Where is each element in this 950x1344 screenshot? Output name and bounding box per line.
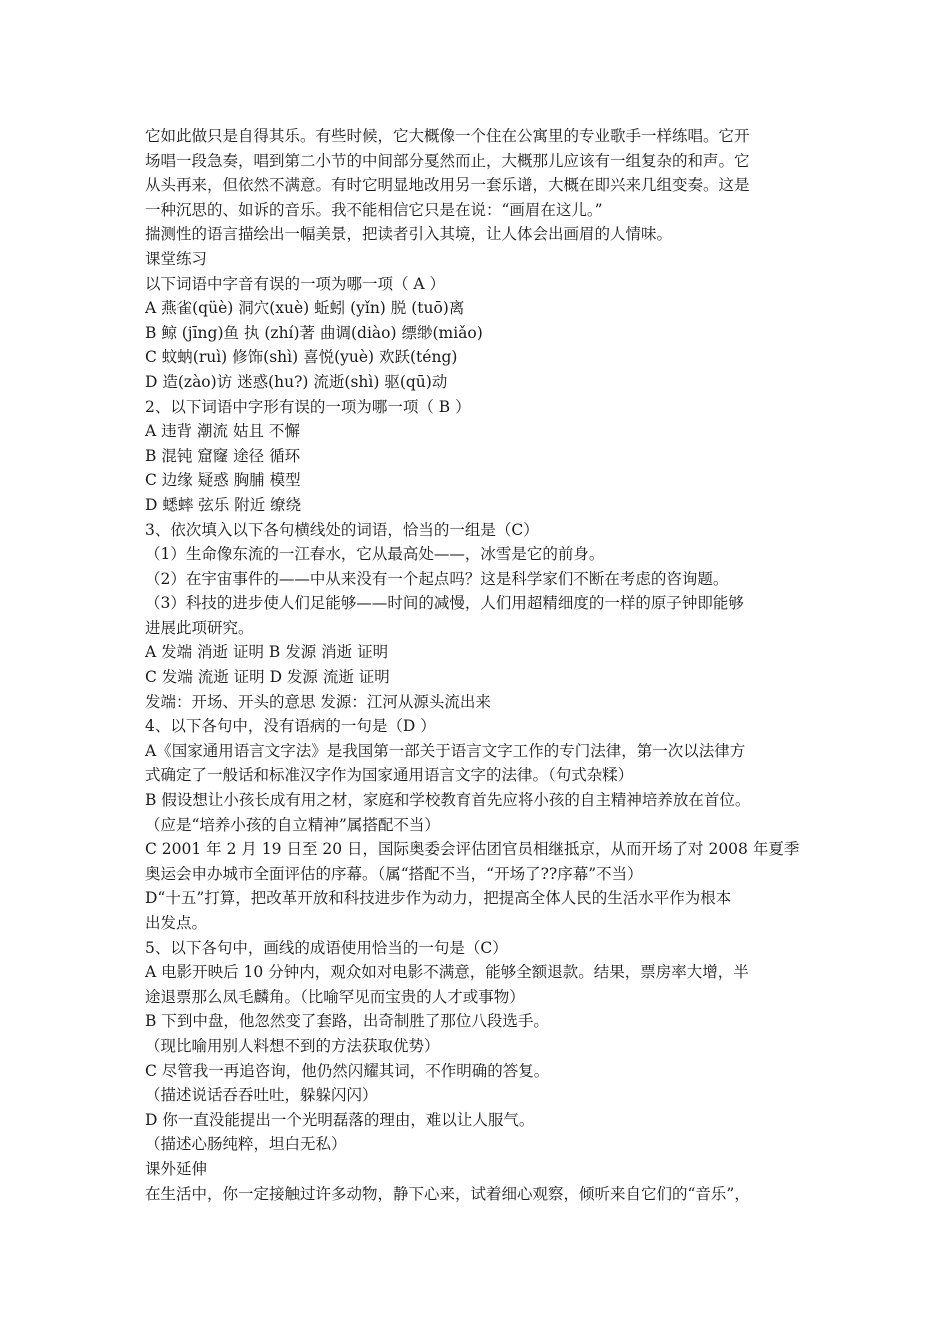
text-line: D“十五”打算，把改革开放和科技进步作为动力，把提高全体人民的生活水平作为根本 xyxy=(145,889,732,908)
text-line: 从头再来，但依然不满意。有时它明显地改用另一套乐谱，大概在即兴来几组变奏。这是 xyxy=(145,176,750,195)
text-line: （应是“培养小孩的自立精神”属搭配不当） xyxy=(145,815,440,834)
text-line: 进展此项研究。 xyxy=(145,618,254,637)
text-line: B 下到中盘，他忽然变了套路，出奇制胜了那位八段选手。 xyxy=(145,1012,549,1031)
text-line: （现比喻用别人料想不到的方法获取优势） xyxy=(145,1036,440,1055)
text-line: C 尽管我一再追咨询，他仍然闪耀其词，不作明确的答复。 xyxy=(145,1061,550,1080)
text-line: 3、依次填入以下各句横线处的词语，恰当的一组是（C） xyxy=(145,520,539,539)
text-line: 2、以下词语中字形有误的一项为哪一项（ B ） xyxy=(145,397,471,416)
text-line: （1）生命像东流的一江春水，它从最高处——，冰雪是它的前身。 xyxy=(145,545,605,564)
text-line: A 发端 消逝 证明 B 发源 消逝 证明 xyxy=(145,643,389,662)
text-line: （3）科技的进步使人们足能够——时间的减慢，人们用超精细度的一样的原子钟即能够 xyxy=(145,594,744,613)
text-line: A 燕雀(qüè) 洞穴(xuè) 蚯蚓 (yǐn) 脱 (tuō)离 xyxy=(145,299,465,318)
text-line: 它如此做只是自得其乐。有些时候，它大概像一个住在公寓里的专业歌手一样练唱。它开 xyxy=(145,127,750,145)
text-line: A《国家通用语言文字法》是我国第一部关于语言文字工作的专门法律，第一次以法律方 xyxy=(145,741,746,760)
text-line: （描述说话吞吞吐吐，躲躲闪闪） xyxy=(145,1086,378,1105)
text-line: （描述心肠纯粹，坦白无私） xyxy=(145,1135,347,1154)
text-line: A 违背 潮流 姑且 不懈 xyxy=(145,422,300,441)
text-line: 奥运会申办城市全面评估的序幕。（属“搭配不当，“开场了??序幕”不当） xyxy=(145,864,643,883)
text-line: （2）在宇宙事件的——中从来没有一个起点吗？这是科学家们不断在考虑的咨询题。 xyxy=(145,569,729,588)
text-line: 以下词语中字音有误的一项为哪一项（ A ） xyxy=(145,274,446,293)
text-line: 课外延伸 xyxy=(145,1159,208,1178)
text-line: 4、以下各句中，没有语病的一句是（D ） xyxy=(145,717,436,736)
text-line: 式确定了一般话和标准汉字作为国家通用语言文字的法律。（句式杂糅） xyxy=(145,766,634,785)
text-line: C 边缘 疑惑 胸脯 模型 xyxy=(145,471,301,490)
text-line: D 你一直没能提出一个光明磊落的理由，难以让人服气。 xyxy=(145,1110,535,1129)
text-line: 揣测性的语言描绘出一幅美景，把读者引入其境，让人体会出画眉的人情味。 xyxy=(145,225,673,244)
text-line: A 电影开映后 10 分钟内，观众如对电影不满意，能够全额退款。结果，票房率大增，半 xyxy=(145,963,749,982)
text-line: B 假设想让小孩长成有用之材，家庭和学校教育首先应将小孩的自主精神培养放在首位。 xyxy=(145,791,751,810)
text-line: D 蟋蟀 弦乐 附近 缭绕 xyxy=(145,495,302,514)
text-line: 课堂练习 xyxy=(145,249,208,268)
text-line: B 鲸 (jīng)鱼 执 (zhí)著 曲调(diào) 缥缈(miǎo) xyxy=(145,323,483,342)
text-line: 发端：开场、开头的意思 发源：江河从源头流出来 xyxy=(145,692,491,711)
text-line: C 2001 年 2 月 19 日至 20 日，国际奥委会评估团官员相继抵京，从而开场了对 2008 年夏季 xyxy=(145,840,800,859)
text-line: 出发点。 xyxy=(145,914,208,932)
text-line: 一种沉思的、如诉的音乐。我不能相信它只是在说：“画眉在这儿。” xyxy=(145,200,603,219)
text-line: B 混钝 窟窿 途径 循环 xyxy=(145,446,301,465)
text-line: C 发端 流逝 证明 D 发源 流逝 证明 xyxy=(145,668,390,687)
text-line: 5、以下各句中，画线的成语使用恰当的一句是（C） xyxy=(145,938,508,957)
text-line: 在生活中，你一定接触过许多动物，静下心来，试着细心观察，倾听来自它们的“音乐”， xyxy=(145,1184,750,1203)
document-body xyxy=(145,124,809,1206)
text-line: 途退票那么凤毛麟角。（比喻罕见而宝贵的人才或事物） xyxy=(145,987,525,1006)
text-line: C 蚊蚋(ruì) 修饰(shì) 喜悦(yuè) 欢跃(téng) xyxy=(145,348,458,367)
text-line: 场唱一段急奏，唱到第二小节的中间部分戛然而止，大概那儿应该有一组复杂的和声。它 xyxy=(145,151,750,170)
text-line: D 造(zào)访 迷惑(hu?) 流逝(shì) 驱(qū)动 xyxy=(145,372,448,391)
